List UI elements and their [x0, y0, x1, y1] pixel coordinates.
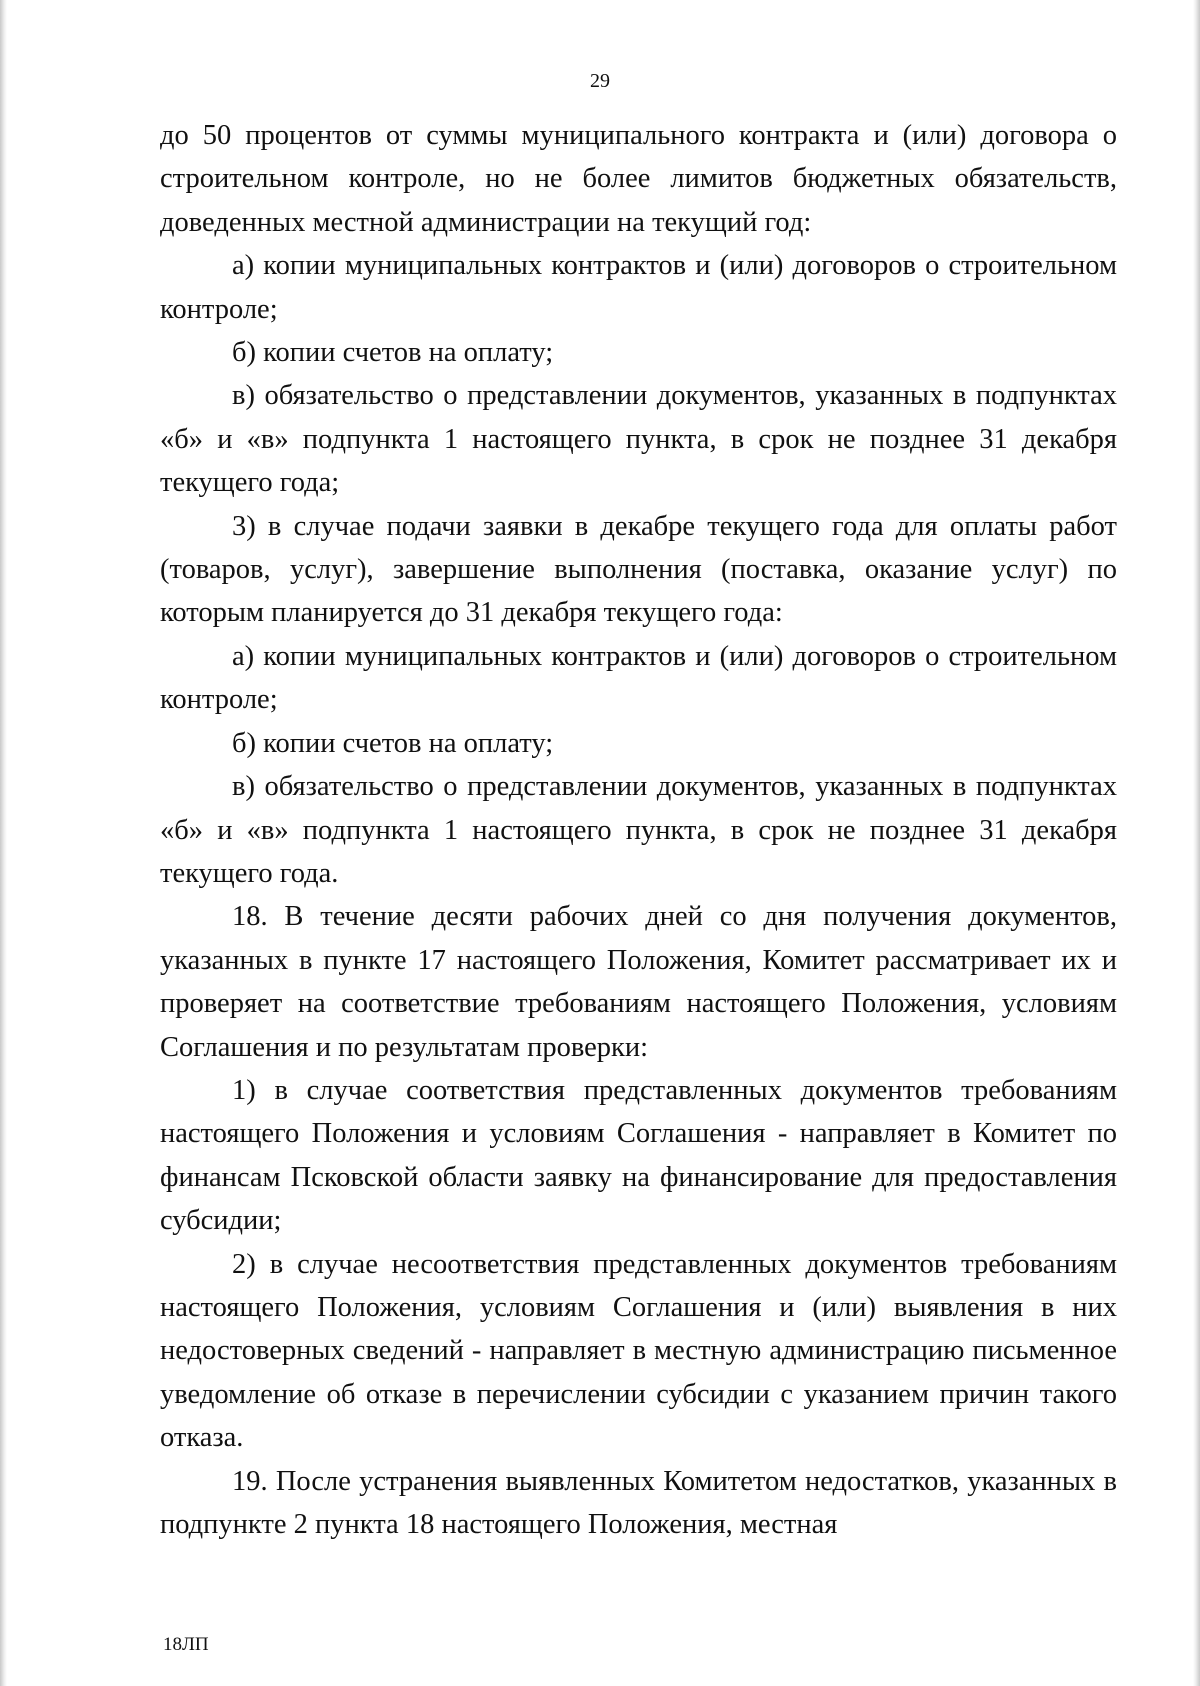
scan-edge-right	[1193, 0, 1200, 1686]
footer-document-code: 18ЛП	[163, 1634, 209, 1655]
paragraph-subitem-1: 1) в случае соответствия представленных документов требованиям настоящего Положения и условиям Соглашения - направляет в Комитет по финансам Псковской области заявку на финансирование для предоставления субсидии;	[160, 1074, 1117, 1237]
paragraph-item-v: в) обязательство о представлении документов, указанных в подпунктах «б» и «в» подпункта 1 настоящего пункта, в срок не позднее 31 декабря текущего года.	[160, 771, 1117, 889]
paragraph-item-b: б) копии счетов на оплату;	[232, 337, 554, 369]
page-number: 29	[590, 70, 610, 92]
paragraph-subitem-3: 3) в случае подачи заявки в декабре текущего года для оплаты работ (товаров, услуг), завершение выполнения (поставка, оказание услуг) по которым планируется до 31 декабря текущего года:	[160, 510, 1117, 629]
paragraph-item-v: в) обязательство о представлении документов, указанных в подпунктах «б» и «в» подпункта 1 настоящего пункта, в срок не позднее 31 декабря текущего года;	[160, 380, 1117, 499]
scan-edge-left	[0, 0, 7, 1686]
paragraph-item-a: а) копии муниципальных контрактов и (или) договоров о строительном контроле;	[160, 250, 1117, 325]
paragraph-subitem-2: 2) в случае несоответствия представленных документов требованиям настоящего Положения, условиям Соглашения и (или) выявления в них недостоверных сведений - направляет в местную администрацию письменное уведомление об отказе в перечислении субсидии с указанием причин такого отказа.	[160, 1248, 1117, 1454]
document-body	[160, 114, 1117, 1546]
paragraph-clause-19: 19. После устранения выявленных Комитетом недостатков, указанных в подпункте 2 пункта 18 настоящего Положения, местная	[160, 1465, 1117, 1540]
paragraph-clause-18: 18. В течение десяти рабочих дней со дня получения документов, указанных в пункте 17 настоящего Положения, Комитет рассматривает их и проверяет на соответствие требованиям настоящего Положения, условиям Соглашения и по результатам проверки:	[160, 901, 1117, 1063]
paragraph-item-b: б) копии счетов на оплату;	[232, 727, 554, 759]
paragraph-item-a: а) копии муниципальных контрактов и (или) договоров о строительном контроле;	[160, 640, 1117, 716]
paragraph-intro: до 50 процентов от суммы муниципального контракта и (или) договора о строительном контроле, но не более лимитов бюджетных обязательств, доведенных местной администрации на текущий год:	[160, 120, 1117, 238]
